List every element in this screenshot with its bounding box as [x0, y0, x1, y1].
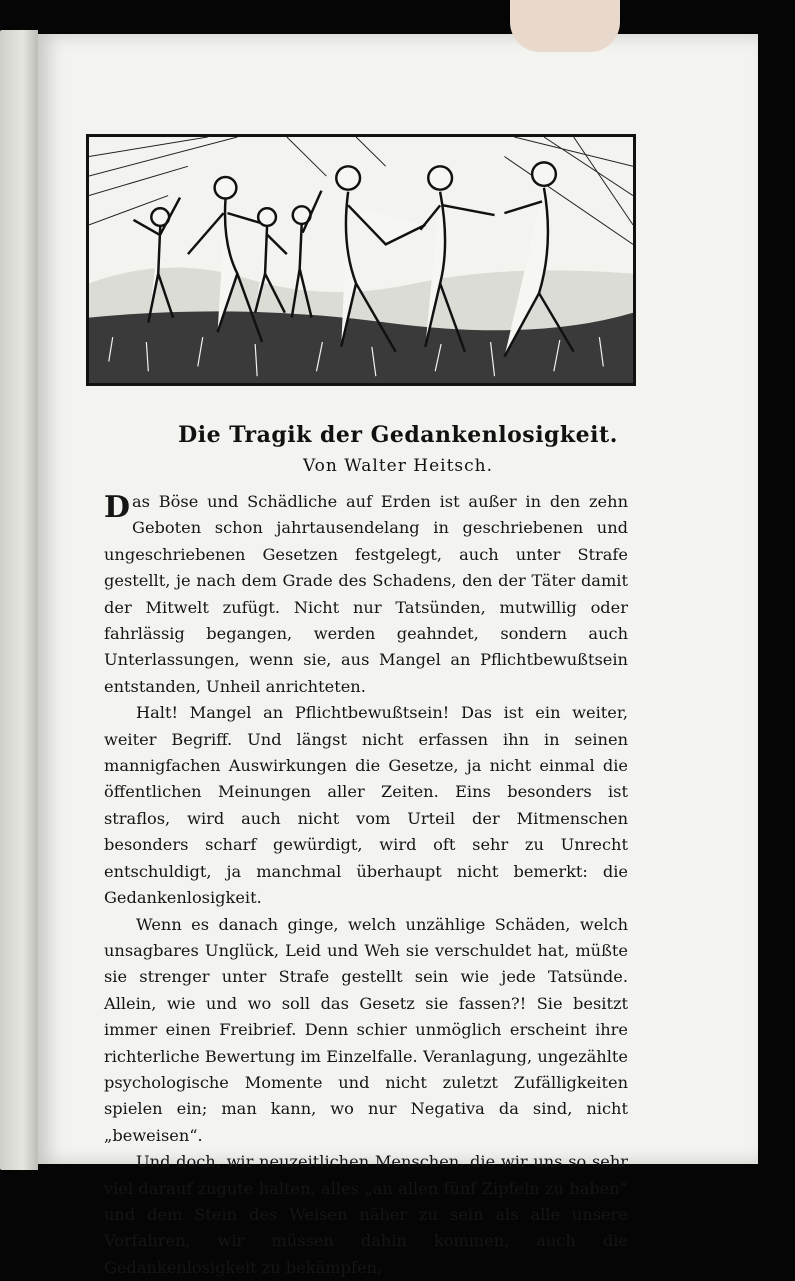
- article-byline: Von Walter Heitsch.: [302, 456, 494, 476]
- article-body: [104, 489, 628, 1281]
- article-title: Die Tragik der Gedankenlosigkeit.: [178, 422, 618, 448]
- dancing-figures-image: [89, 137, 633, 383]
- paragraph-3: Wenn es danach ginge, welch unzählige Schäden, welch unsagbares Unglück, Leid und Weh sie verschuldet hat, müßte sie strenger unter Strafe gestellt sein wie jede Tatsünde. Allein, wie und wo soll das Gesetz sie fassen?! Sie besitzt immer einen Freibrief. Denn schier unmöglich erscheint ihre richterliche Bewertung im Einzelfalle. Veranlagung, ungezählte psychologische Momente und nicht zuletzt Zufälligkeiten spielen ein; man kann, wo nur Negativa da sind, nicht „beweisen“.: [104, 914, 628, 1145]
- page-edge: [0, 30, 38, 1170]
- woodcut-illustration: [86, 134, 636, 386]
- paragraph-2: Halt! Mangel an Pflichtbewußtsein! Das ist ein weiter, weiter Begriff. Und längst nicht erfassen ihn in seinen mannigfachen Auswirkungen die Gesetze, ja nicht einmal die öffentlichen Meinungen aller Zeiten. Eins besonders ist straflos, wird auch nicht vom Urteil der Mitmenschen besonders scharf gewürdigt, wird oft sehr zu Unrecht entschuldigt, ja manchmal überhaupt nicht bemerkt: die Gedankenlosigkeit.: [104, 703, 628, 908]
- book-page: [38, 34, 758, 1277]
- drop-cap: D: [104, 490, 131, 525]
- paragraph-1-text: as Böse und Schädliche auf Erden ist außer in den zehn Geboten schon jahrtausendelang in geschriebenen und ungeschriebenen Gesetzen festgelegt, auch unter Strafe gestellt, je nach dem Grade des Schadens, den der Täter damit der Mitwelt zufügt. Nicht nur Tatsünden, mutwillig oder fahrlässig begangen, werden geahndet, sondern auch Unterlassungen, wenn sie, aus Mangel an Pflichtbewußtsein entstanden, Unheil anrichteten.: [104, 492, 628, 696]
- paragraph-4: Und doch, wir neuzeitlichen Menschen, die wir uns so sehr viel darauf zugute halten, alles „an allen fünf Zipfeln zu haben“ und dem Stein des Weisen näher zu sein als alle unsere Vorfahren, wir müssen dahin kommen, auch die Gedankenlosigkeit zu bekämpfen,: [104, 1152, 628, 1277]
- sky-hatching: [89, 137, 633, 244]
- paragraph-1: [104, 489, 628, 700]
- page-tab: [510, 0, 620, 52]
